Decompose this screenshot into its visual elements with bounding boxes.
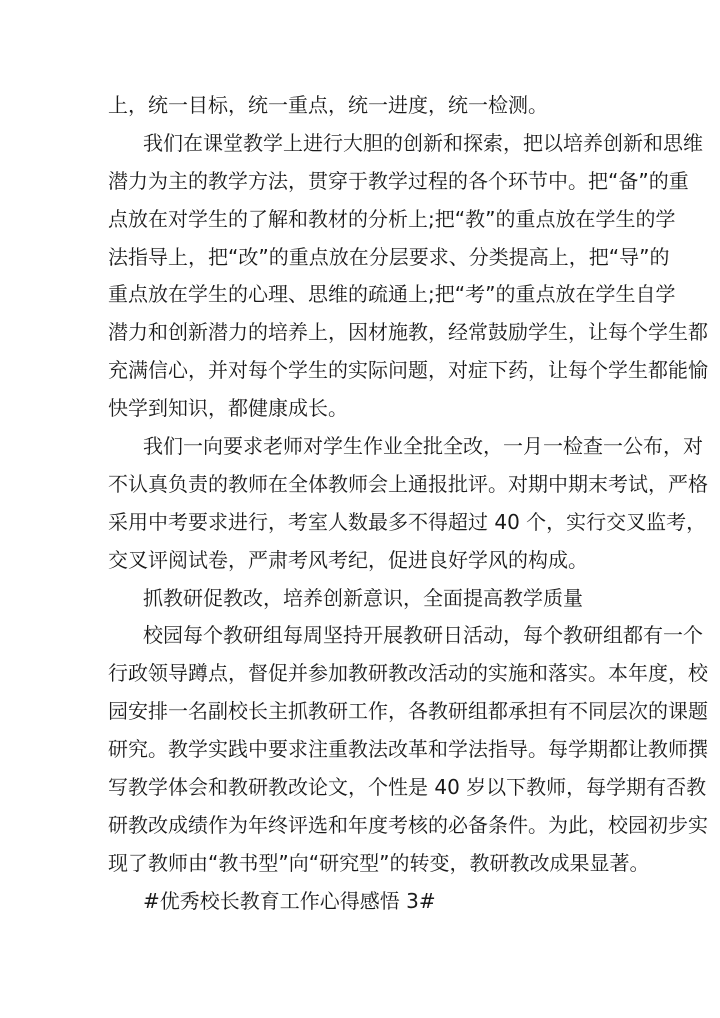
document-body	[108, 92, 708, 926]
text-line: 采用中考要求进行，考室人数最多不得超过 40 个，实行交叉监考，	[108, 509, 707, 534]
text-line: 充满信心，并对每个学生的实际问题，对症下药，让每个学生都能愉	[108, 358, 708, 383]
text-line: 上，统一目标，统一重点，统一进度，统一检测。	[108, 93, 548, 117]
paragraph	[108, 92, 612, 130]
text-line: #优秀校长教育工作心得感悟 3#	[143, 888, 436, 913]
paragraph	[108, 622, 708, 887]
text-line: 潜力和创新潜力的培养上，因材施教，经常鼓励学生，让每个学生都	[108, 320, 708, 345]
text-line: 校园每个教研组每周坚持开展教研日活动，每个教研组都有一个	[143, 623, 703, 648]
text-line: 快学到知识，都健康成长。	[108, 396, 348, 421]
text-line: 我们在课堂教学上进行大胆的创新和探索，把以培养创新和思维	[143, 130, 703, 155]
paragraph	[108, 585, 612, 623]
text-line: 不认真负责的教师在全体教师会上通报批评。对期中期末考试，严格	[108, 471, 708, 496]
text-line: 研教改成绩作为年终评选和年度考核的必备条件。为此，校园初步实	[108, 812, 708, 837]
text-line: 法指导上，把“改”的重点放在分层要求、分类提高上，把“导”的	[108, 244, 670, 269]
paragraph	[108, 433, 708, 585]
text-line: 潜力为主的教学方法，贯穿于教学过程的各个环节中。把“备”的重	[108, 168, 689, 193]
text-line: 现了教师由“教书型”向“研究型”的转变，教研教改成果显著。	[108, 850, 650, 875]
text-line: 写教学体会和教研教改论文，个性是 40 岁以下教师，每学期有否教	[108, 775, 707, 800]
text-line: 研究。教学实践中要求注重教法改革和学法指导。每学期都让教师撰	[108, 737, 708, 762]
text-line: 重点放在学生的心理、思维的疏通上;把“考”的重点放在学生自学	[108, 282, 676, 307]
paragraph	[108, 888, 612, 926]
text-line: 园安排一名副校长主抓教研工作，各教研组都承担有不同层次的课题	[108, 699, 708, 724]
text-line: 行政领导蹲点，督促并参加教研教改活动的实施和落实。本年度，校	[108, 661, 708, 686]
text-line: 点放在对学生的了解和教材的分析上;把“教”的重点放在学生的学	[108, 206, 676, 231]
text-line: 抓教研促教改，培养创新意识，全面提高教学质量	[143, 585, 583, 610]
text-line: 交叉评阅试卷，严肃考风考纪，促进良好学风的构成。	[108, 547, 588, 572]
text-line: 我们一向要求老师对学生作业全批全改，一月一检查一公布，对	[143, 434, 703, 459]
paragraph	[108, 130, 708, 433]
